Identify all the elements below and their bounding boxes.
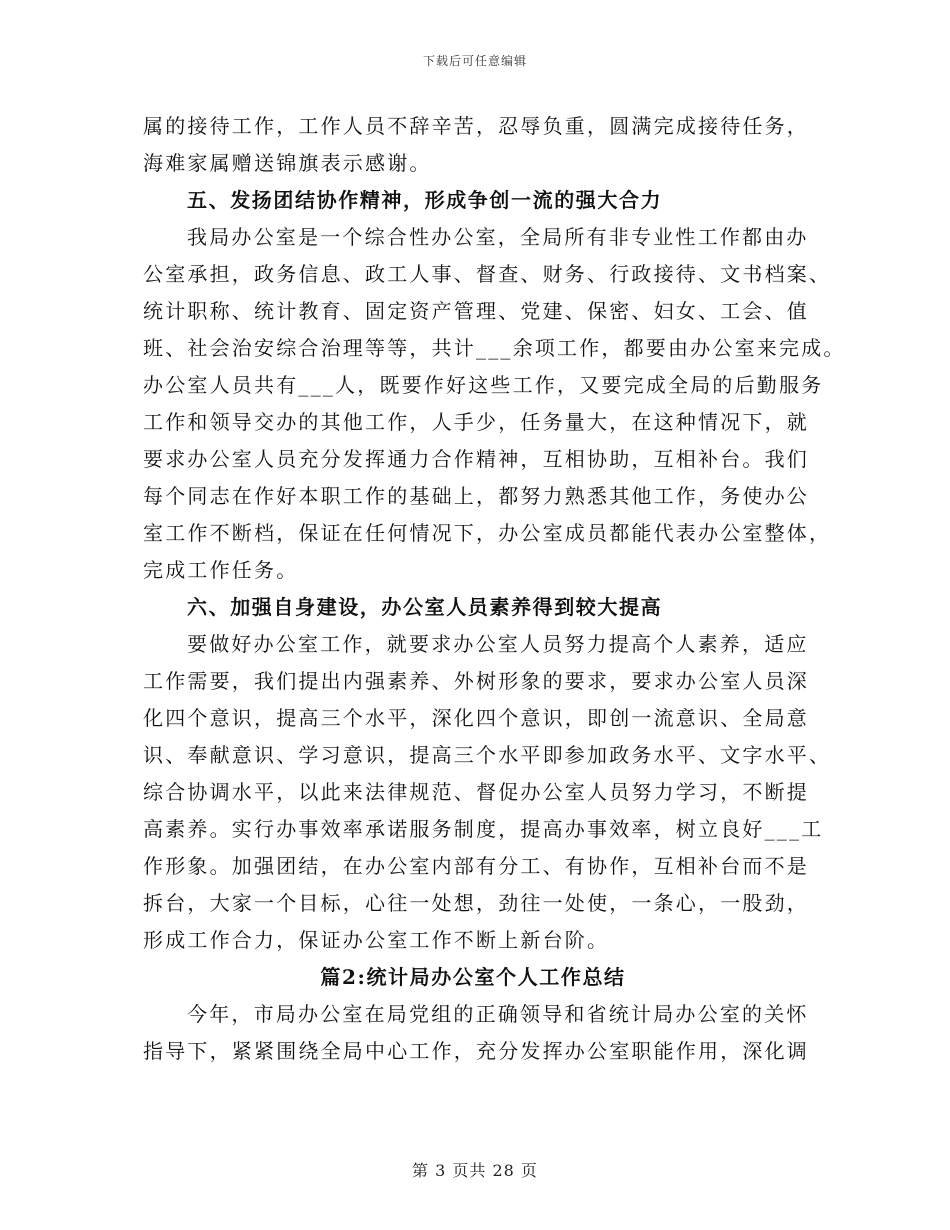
text-line: 识、奉献意识、学习意识，提高三个水平即参加政务水平、文字水平、 bbox=[143, 743, 832, 767]
text-line: 拆台，大家一个目标，心往一处想，劲往一处使，一条心，一股劲， bbox=[143, 891, 809, 915]
text-line: 室工作不断档，保证在任何情况下，办公室成员都能代表办公室整体， bbox=[143, 521, 832, 545]
header-note: 下载后可任意编辑 bbox=[422, 54, 527, 68]
page-number: 第 3 页共 28 页 bbox=[412, 1161, 538, 1180]
paragraph-start-line: 要做好办公室工作，就要求办公室人员努力提高个人素养，适应 bbox=[187, 632, 809, 656]
text-line: 要求办公室人员充分发挥通力合作精神，互相协助，互相补台。我们 bbox=[143, 447, 809, 471]
text-line: 形成工作合力，保证办公室工作不断上新台阶。 bbox=[143, 928, 610, 952]
paragraph-start-line: 我局办公室是一个综合性办公室，全局所有非专业性工作都由办 bbox=[187, 225, 809, 249]
article-title: 篇2:统计局办公室个人工作总结 bbox=[320, 965, 626, 989]
text-line: 指导下，紧紧围绕全局中心工作，充分发挥办公室职能作用，深化调 bbox=[143, 1039, 809, 1063]
text-line: 作形象。加强团结，在办公室内部有分工、有协作，互相补台而不是 bbox=[143, 854, 809, 878]
text-line: 工作和领导交办的其他工作，人手少，任务量大，在这种情况下，就 bbox=[143, 410, 809, 434]
paragraph-start-line: 今年，市局办公室在局党组的正确领导和省统计局办公室的关怀 bbox=[187, 1002, 809, 1026]
text-line: 统计职称、统计教育、固定资产管理、党建、保密、妇女、工会、值 bbox=[143, 299, 809, 323]
text-line: 综合协调水平，以此来法律规范、督促办公室人员努力学习，不断提 bbox=[143, 780, 809, 804]
section-heading: 六、加强自身建设，办公室人员素养得到较大提高 bbox=[187, 595, 663, 619]
text-line: 海难家属赠送锦旗表示感谢。 bbox=[143, 151, 432, 175]
text-line: 班、社会治安综合治理等等，共计___余项工作，都要由办公室来完成。 bbox=[143, 336, 846, 360]
text-line: 办公室人员共有___人，既要作好这些工作，又要完成全局的后勤服务 bbox=[143, 373, 824, 397]
document-body bbox=[143, 108, 846, 1070]
section-heading: 五、发扬团结协作精神，形成争创一流的强大合力 bbox=[187, 188, 663, 212]
text-line: 公室承担，政务信息、政工人事、督查、财务、行政接待、文书档案、 bbox=[143, 262, 832, 286]
text-line: 高素养。实行办事效率承诺服务制度，提高办事效率，树立良好___工 bbox=[143, 817, 824, 841]
text-line: 每个同志在作好本职工作的基础上，都努力熟悉其他工作，务使办公 bbox=[143, 484, 809, 508]
text-line: 工作需要，我们提出内强素养、外树形象的要求，要求办公室人员深 bbox=[143, 669, 809, 693]
text-line: 属的接待工作，工作人员不辞辛苦，忍辱负重，圆满完成接待任务， bbox=[143, 114, 809, 138]
text-line: 完成工作任务。 bbox=[143, 558, 299, 582]
text-line: 化四个意识，提高三个水平，深化四个意识，即创一流意识、全局意 bbox=[143, 706, 809, 730]
